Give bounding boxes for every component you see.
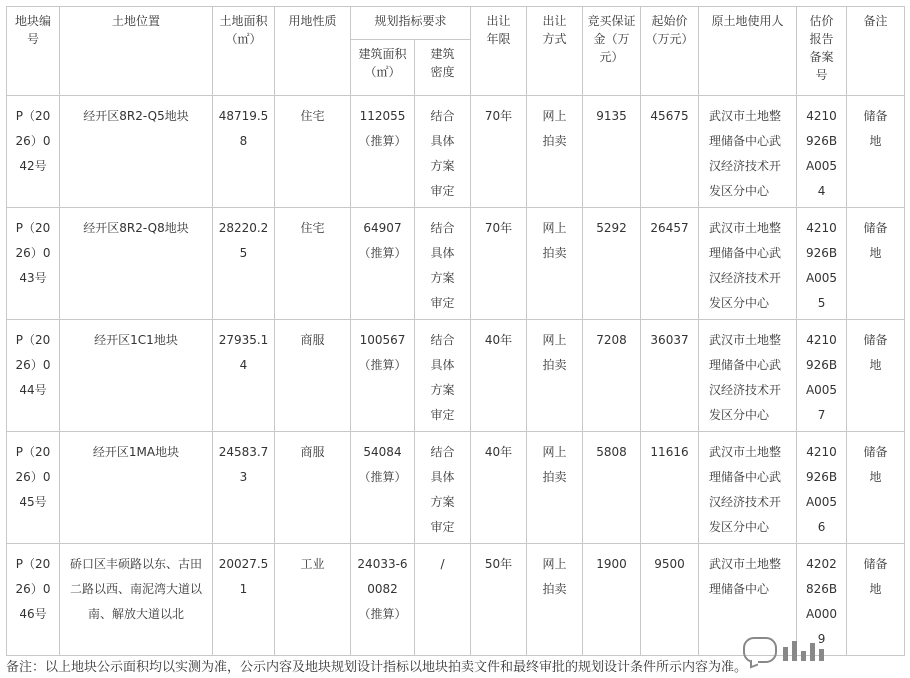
header-report: 估价报告备案号: [797, 7, 847, 96]
cell-id: P（2026）046号: [7, 544, 60, 656]
table-row: [7, 432, 905, 544]
cell-term: 40年: [471, 432, 527, 544]
cell-area: 27935.14: [213, 320, 275, 432]
cell-note: 储备地: [847, 432, 905, 544]
cell-deposit: 5292: [583, 208, 641, 320]
cell-note: 储备地: [847, 96, 905, 208]
cell-owner: 武汉市土地整理储备中心武汉经济技术开发区分中心: [699, 96, 797, 208]
cell-owner: 武汉市土地整理储备中心武汉经济技术开发区分中心: [699, 208, 797, 320]
header-density: 建筑密度: [415, 40, 471, 96]
header-area: 土地面积（㎡）: [213, 7, 275, 96]
cell-use: 住宅: [275, 96, 351, 208]
cell-report: 4210926BA0056: [797, 432, 847, 544]
cell-start-price: 9500: [641, 544, 699, 656]
cell-note: 储备地: [847, 544, 905, 656]
cell-deposit: 9135: [583, 96, 641, 208]
cell-use: 商服: [275, 320, 351, 432]
cell-method: 网上拍卖: [527, 544, 583, 656]
cell-location: 经开区1MA地块: [60, 432, 213, 544]
cell-deposit: 1900: [583, 544, 641, 656]
land-listing-table: [6, 6, 905, 656]
cell-build-area: 54084（推算）: [351, 432, 415, 544]
header-term: 出让年限: [471, 7, 527, 96]
cell-term: 50年: [471, 544, 527, 656]
cell-use: 商服: [275, 432, 351, 544]
table-row: [7, 96, 905, 208]
cell-id: P（2026）043号: [7, 208, 60, 320]
cell-term: 70年: [471, 96, 527, 208]
cell-start-price: 45675: [641, 96, 699, 208]
cell-id: P（2026）045号: [7, 432, 60, 544]
cell-density: 结合具体方案审定: [415, 432, 471, 544]
cell-deposit: 5808: [583, 432, 641, 544]
cell-report: 4210926BA0055: [797, 208, 847, 320]
cell-location: 硚口区丰硕路以东、古田二路以西、南泥湾大道以南、解放大道以北: [60, 544, 213, 656]
cell-note: 储备地: [847, 320, 905, 432]
cell-report: 4210926BA0054: [797, 96, 847, 208]
footnote: 备注：以上地块公示面积均以实测为准，公示内容及地块规划设计指标以地块拍卖文件和最终审批的规划设计条件所示内容为准。: [6, 660, 748, 675]
cell-start-price: 36037: [641, 320, 699, 432]
cell-use: 住宅: [275, 208, 351, 320]
cell-area: 48719.58: [213, 96, 275, 208]
cell-build-area: 64907（推算）: [351, 208, 415, 320]
cell-area: 20027.51: [213, 544, 275, 656]
header-location: 土地位置: [60, 7, 213, 96]
cell-id: P（2026）042号: [7, 96, 60, 208]
cell-use: 工业: [275, 544, 351, 656]
cell-term: 40年: [471, 320, 527, 432]
header-use: 用地性质: [275, 7, 351, 96]
cell-term: 70年: [471, 208, 527, 320]
cell-location: 经开区8R2-Q5地块: [60, 96, 213, 208]
cell-build-area: 100567（推算）: [351, 320, 415, 432]
header-start-price: 起始价（万元）: [641, 7, 699, 96]
cell-density: /: [415, 544, 471, 656]
chat-bubble-icon: [743, 637, 777, 663]
cell-report: 4210926BA0057: [797, 320, 847, 432]
header-deposit: 竞买保证金（万元）: [583, 7, 641, 96]
table-row: [7, 320, 905, 432]
header-method: 出让方式: [527, 7, 583, 96]
cell-note: 储备地: [847, 208, 905, 320]
header-owner: 原土地使用人: [699, 7, 797, 96]
cell-area: 28220.25: [213, 208, 275, 320]
header-note: 备注: [847, 7, 905, 96]
cell-density: 结合具体方案审定: [415, 320, 471, 432]
header-planning: 规划指标要求: [351, 7, 471, 40]
cell-start-price: 11616: [641, 432, 699, 544]
watermark-logo: [743, 634, 893, 666]
bars-icon: [783, 639, 824, 661]
cell-density: 结合具体方案审定: [415, 96, 471, 208]
cell-method: 网上拍卖: [527, 208, 583, 320]
cell-owner: 武汉市土地整理储备中心武汉经济技术开发区分中心: [699, 320, 797, 432]
cell-method: 网上拍卖: [527, 432, 583, 544]
cell-method: 网上拍卖: [527, 96, 583, 208]
cell-build-area: 112055（推算）: [351, 96, 415, 208]
cell-build-area: 24033-60082（推算）: [351, 544, 415, 656]
cell-report: 4202826BA0009: [797, 544, 847, 656]
cell-area: 24583.73: [213, 432, 275, 544]
table-row: [7, 208, 905, 320]
cell-deposit: 7208: [583, 320, 641, 432]
cell-method: 网上拍卖: [527, 320, 583, 432]
cell-start-price: 26457: [641, 208, 699, 320]
cell-owner: 武汉市土地整理储备中心: [699, 544, 797, 656]
header-build-area: 建筑面积（㎡）: [351, 40, 415, 96]
cell-id: P（2026）044号: [7, 320, 60, 432]
cell-location: 经开区1C1地块: [60, 320, 213, 432]
cell-density: 结合具体方案审定: [415, 208, 471, 320]
cell-owner: 武汉市土地整理储备中心武汉经济技术开发区分中心: [699, 432, 797, 544]
header-id: 地块编号: [7, 7, 60, 96]
cell-location: 经开区8R2-Q8地块: [60, 208, 213, 320]
